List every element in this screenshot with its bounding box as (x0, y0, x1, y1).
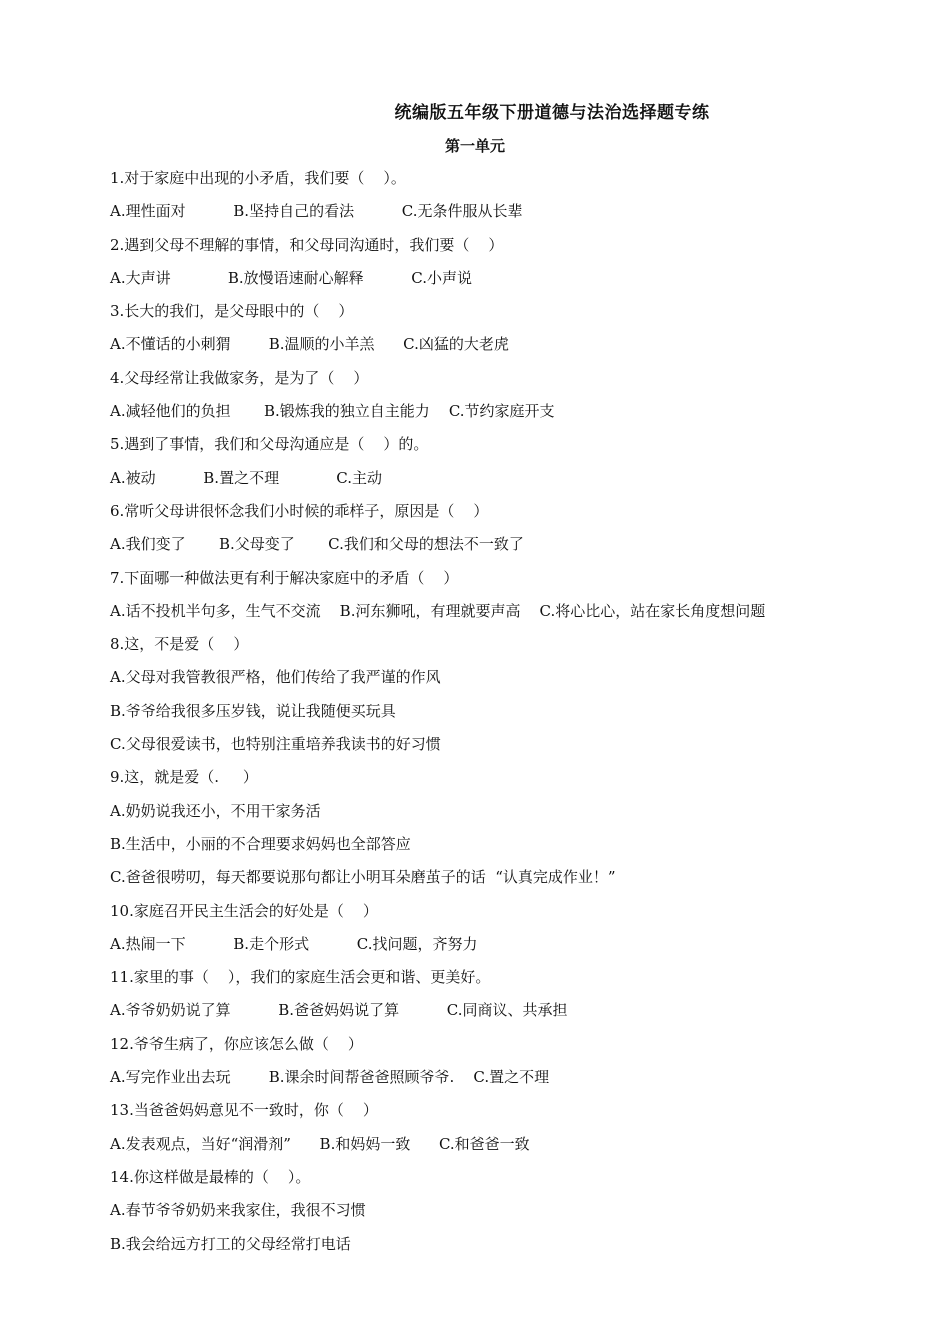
unit-heading: 第一单元 (444, 137, 505, 155)
options-13: A.发表观点，当好“润滑剂” B.和妈妈一致 C.和爸爸一致 (110, 1134, 530, 1153)
options-12: A.写完作业出去玩 B.课余时间帮爸爸照顾爷爷. C.置之不理 (110, 1068, 550, 1087)
question-10: 10.家庭召开民主生活会的好处是（ ） (110, 901, 378, 920)
question-list (110, 168, 930, 1267)
question-4: 4.父母经常让我做家务，是为了（ ） (110, 368, 369, 387)
options-5: A.被动 B.置之不理 C.主动 (110, 468, 383, 487)
option-9a: A.奶奶说我还小，不用干家务活 (110, 801, 321, 820)
question-12: 12.爷爷生病了，你应该怎么做（ ） (110, 1034, 363, 1053)
question-14: 14.你这样做是最棒的（ ）。 (110, 1167, 311, 1186)
options-1: A.理性面对 B.坚持自己的看法 C.无条件服从长辈 (110, 202, 523, 221)
options-2: A.大声讲 B.放慢语速耐心解释 C.小声说 (110, 268, 473, 287)
option-9b: B.生活中，小丽的不合理要求妈妈也全部答应 (110, 834, 411, 853)
option-14a: A.春节爷爷奶奶来我家住，我很不习惯 (110, 1201, 366, 1220)
question-13: 13.当爸爸妈妈意见不一致时，你（ ） (110, 1101, 378, 1120)
document-title: 统编版五年级下册道德与法治选择题专练 (394, 103, 710, 123)
question-7: 7.下面哪一种做法更有利于解决家庭中的矛盾（ ） (110, 568, 459, 587)
question-1: 1.对于家庭中出现的小矛盾，我们要（ ）。 (110, 169, 406, 187)
options-11: A.爷爷奶奶说了算 B.爸爸妈妈说了算 C.同商议、共承担 (110, 1001, 568, 1020)
question-2: 2.遇到父母不理解的事情，和父母同沟通时，我们要（ ） (110, 235, 504, 254)
option-8a: A.父母对我管教很严格，他们传给了我严谨的作风 (110, 668, 441, 687)
question-11: 11.家里的事（ ），我们的家庭生活会更和谐、更美好。 (110, 968, 491, 987)
question-8: 8.这，不是爱（ ） (110, 635, 249, 654)
options-3: A.不懂话的小刺猬 B.温顺的小羊羔 C.凶猛的大老虎 (110, 335, 509, 354)
question-9: 9.这，就是爱（. ） (110, 768, 258, 787)
option-8c: C.父母很爱读书，也特别注重培养我读书的好习惯 (110, 735, 441, 754)
question-3: 3.长大的我们，是父母眼中的（ ） (110, 302, 354, 321)
options-10: A.热闹一下 B.走个形式 C.找问题，齐努力 (110, 934, 478, 953)
options-4: A.减轻他们的负担 B.锻炼我的独立自主能力 C.节约家庭开支 (110, 402, 555, 421)
question-6: 6.常听父母讲很怀念我们小时候的乖样子，原因是（ ） (110, 501, 489, 520)
options-6: A.我们变了 B.父母变了 C.我们和父母的想法不一致了 (110, 535, 524, 554)
option-8b: B.爷爷给我很多压岁钱，说让我随便买玩具 (110, 701, 396, 720)
question-5: 5.遇到了事情，我们和父母沟通应是（ ）的。 (110, 435, 429, 454)
option-9c: C.爸爸很唠叨，每天都要说那句都让小明耳朵磨茧子的话 “认真完成作业！” (110, 868, 616, 887)
options-7: A.话不投机半句多，生气不交流 B.河东狮吼，有理就要声高 C.将心比心，站在家长角度想问题 (110, 601, 766, 620)
option-14b: B.我会给远方打工的父母经常打电话 (110, 1234, 351, 1253)
